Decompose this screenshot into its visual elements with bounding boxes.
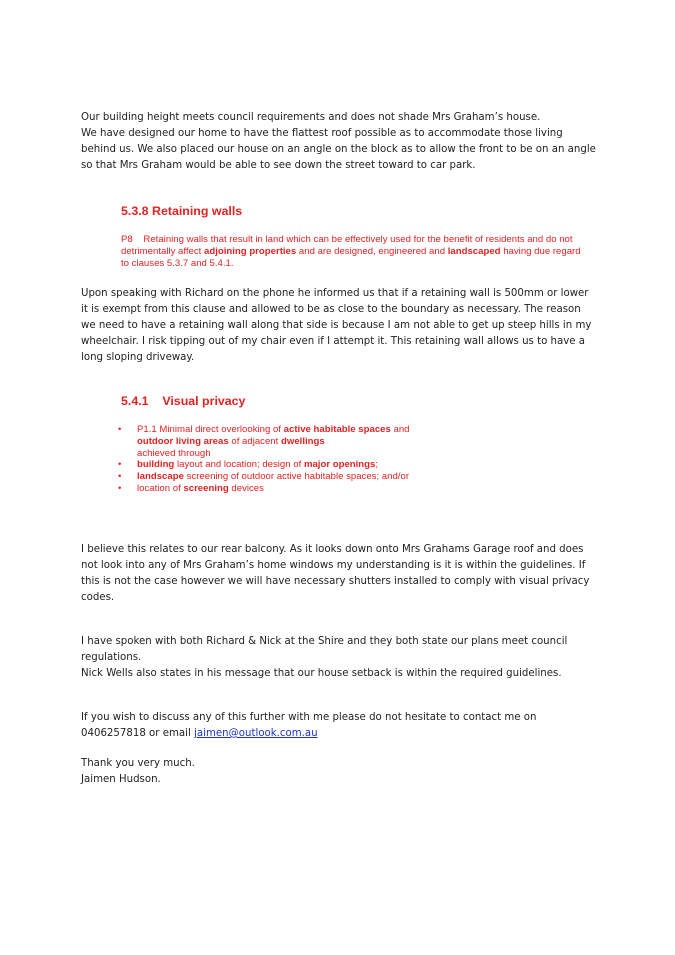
retaining-walls-clause [121,234,591,270]
intro-line-2: We have designed our home to have the flattest roof possible as to accommodate those living behind us. We also placed our house on an angle on the block as to allow the front to be on an angle so that Mrs Graham would be able to see down the street toward to car park. [81,128,596,171]
shire-paragraph [81,634,596,682]
closing-thanks: Thank you very much. [81,758,195,769]
bullet-icon: • [118,424,122,435]
contact-paragraph [81,710,596,742]
visual-privacy-bullet-list [117,424,437,495]
list-item: • location of screening devices [118,482,264,494]
list-item: • landscape screening of outdoor active habitable spaces; and/or [118,471,410,483]
email-link[interactable]: jaimen@outlook.com.au [194,728,318,739]
list-item: • P1.1 Minimal direct overlooking of active habitable spaces and outdoor living areas of adjacent dwellings achieved through [118,424,410,459]
shire-line-1: I have spoken with both Richard & Nick at the Shire and they both state our plans meet council regulations. [81,636,568,663]
signature-name: Jaimen Hudson. [81,774,161,785]
visual-privacy-response [81,542,596,606]
intro-paragraph [81,110,596,174]
shire-line-2: Nick Wells also states in his message that our house setback is within the required guidelines. [81,668,562,679]
list-item: • building layout and location; design of major openings; [118,459,379,471]
bullet-icon: • [118,482,122,494]
visual-privacy-heading: 5.4.1 Visual privacy [121,394,246,408]
clause-code: P8 [121,234,133,245]
privacy-response-text: I believe this relates to our rear balcony. As it looks down onto Mrs Grahams Garage roof and does not look into any of Mrs Graham’s home windows my understanding is it is within the guidelines. If this is not the case however we will have necessary shutters installed to comply with visual privacy codes. [81,544,590,603]
retaining-response-text: Upon speaking with Richard on the phone he informed us that if a retaining wall is 500mm or lower it is exempt from this clause and allowed to be as close to the boundary as necessary. The reason we need to have a retaining wall along that side is because I am not able to get up steep hills in my wheelchair. I risk tipping out of my chair even if I attempt it. This retaining wall allows us to have a long sloping driveway. [81,288,592,363]
clause-text-b: and are designed, engineered and [298,246,446,257]
retaining-walls-heading: 5.3.8 Retaining walls [121,204,243,218]
clause-bold-landscaped: landscaped [447,246,501,257]
clause-bold-adjoining-properties: adjoining properties [204,246,297,257]
bullet-icon: • [118,459,122,471]
intro-line-1: Our building height meets council requirements and does not shade Mrs Graham’s house. [81,112,541,123]
retaining-walls-response [81,286,596,366]
closing [81,756,596,788]
contact-text: If you wish to discuss any of this further with me please do not hesitate to contact me on 0406257818 or email [81,712,537,739]
clause-text-c: having due regard to clauses 5.3.7 and 5.4.1. [121,246,581,269]
clause-text-a: Retaining walls that result in land which can be effectively used for the benefit of residents and do not detrimentally affect [121,234,573,257]
bullet-icon: • [118,471,122,483]
